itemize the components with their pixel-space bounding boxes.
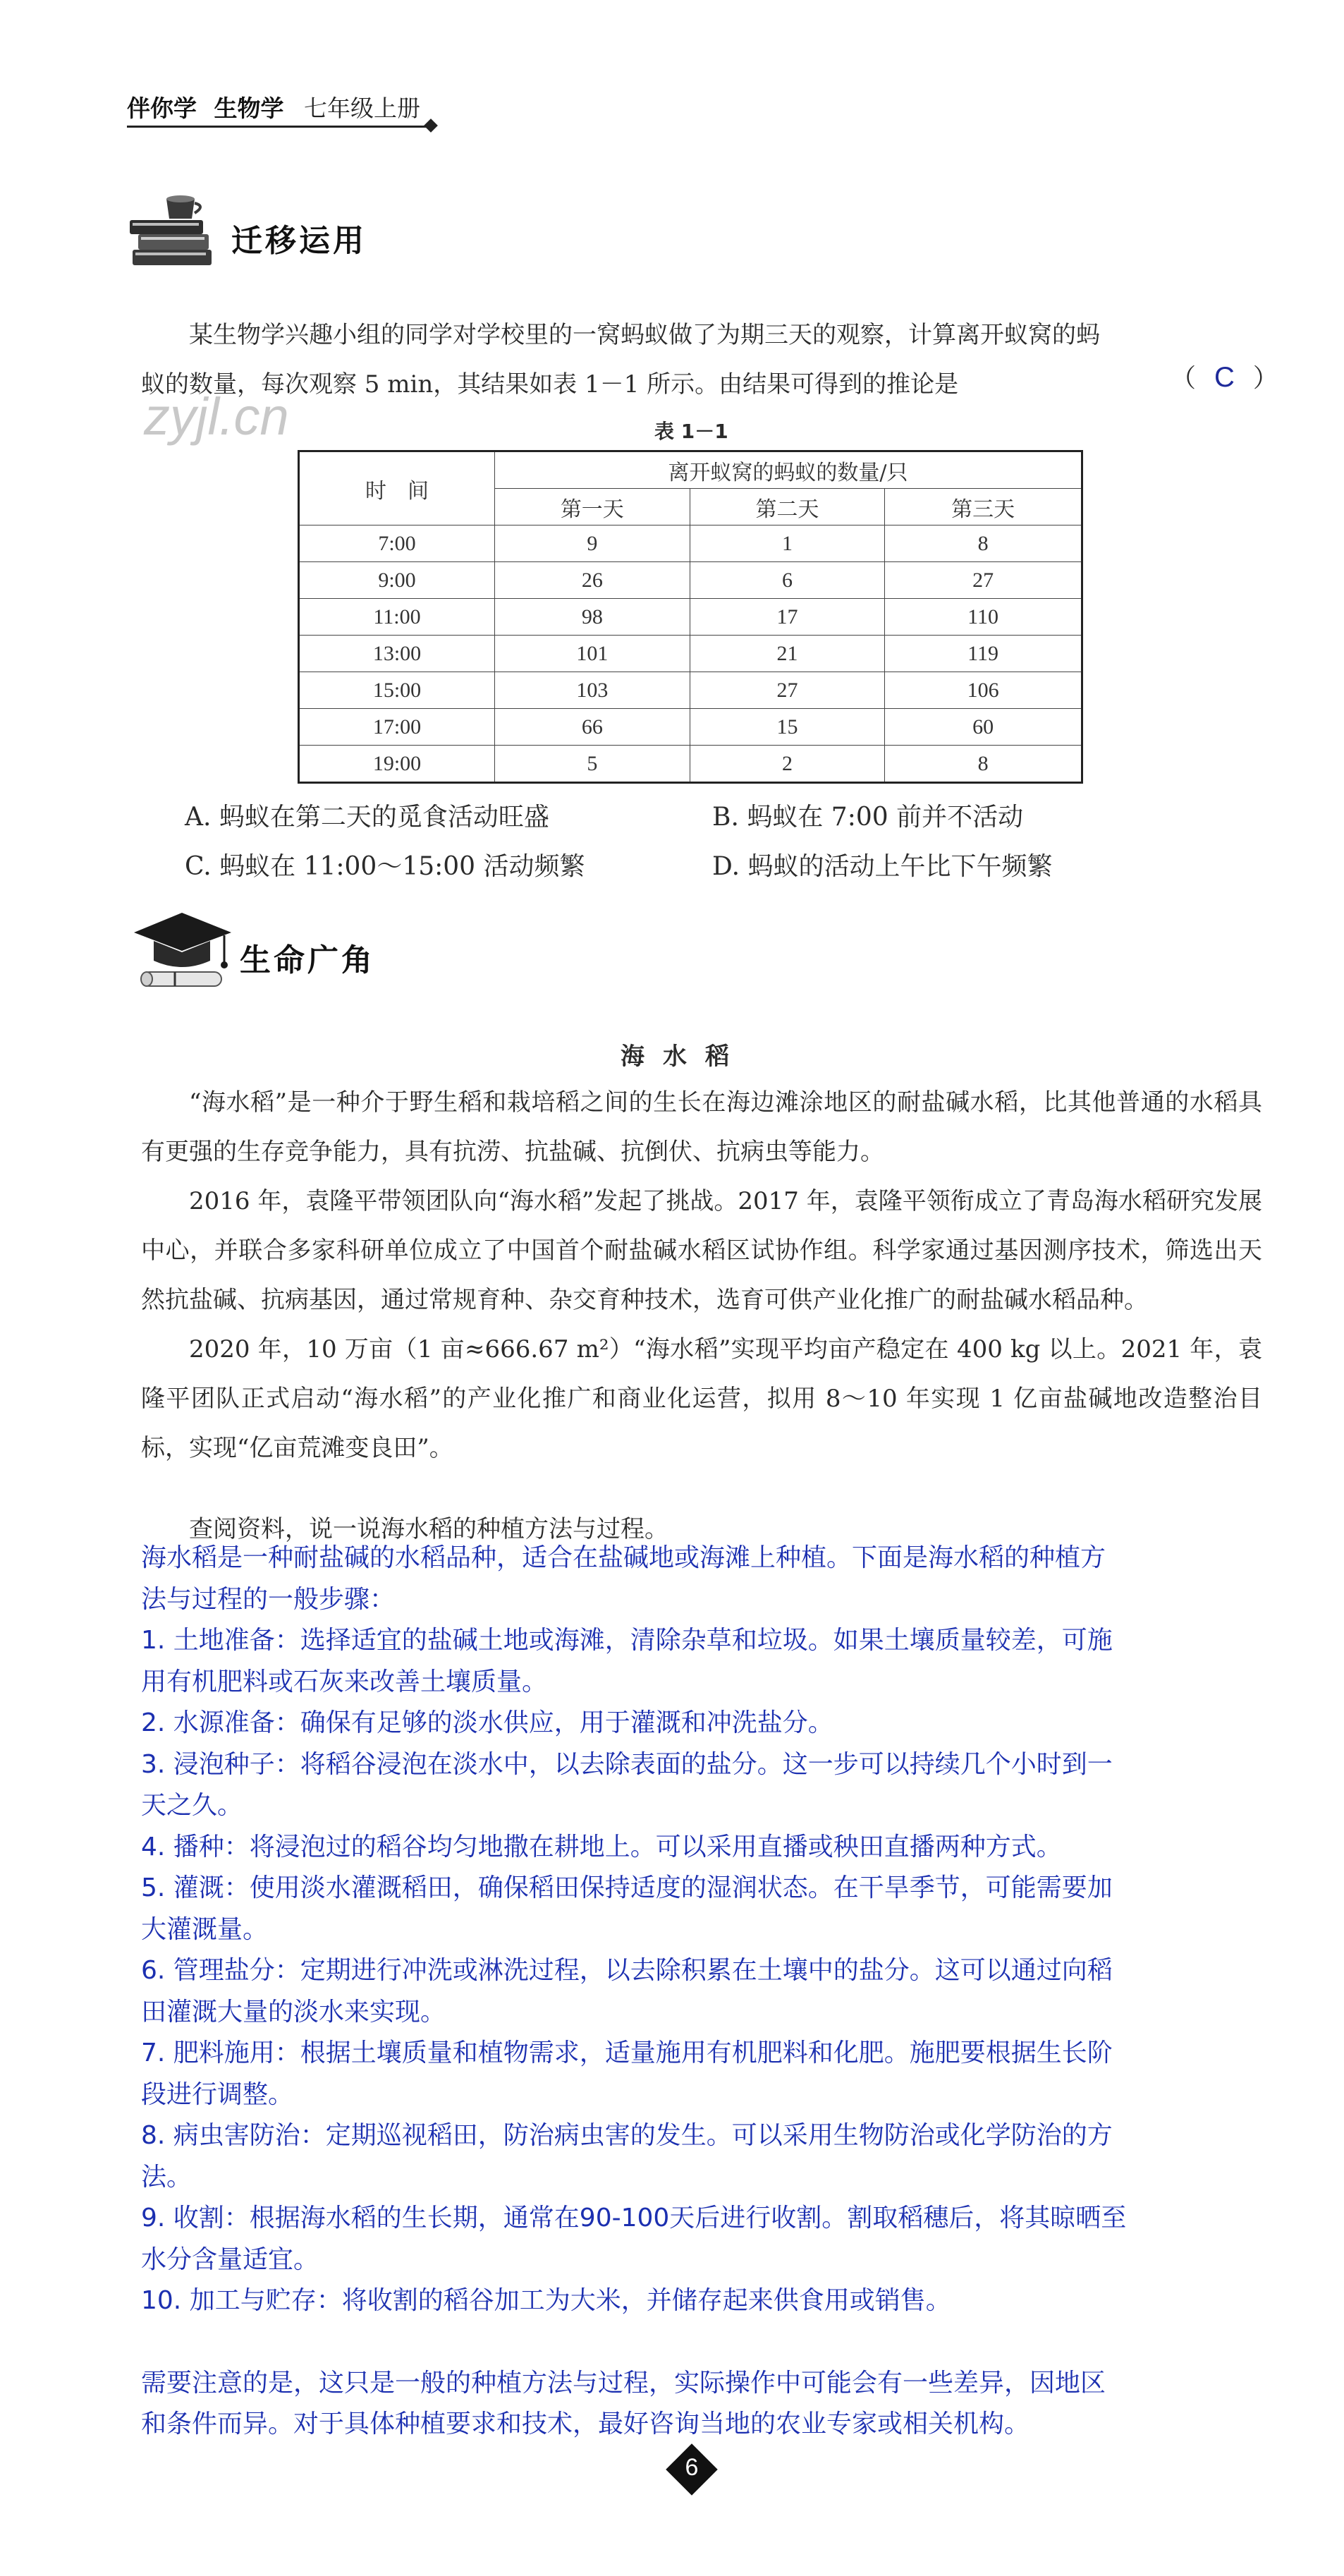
time-cell: 11:00 xyxy=(299,599,495,636)
note-line: 需要注意的是，这只是一般的种植方法与过程，实际操作中可能会有一些差异，因地区 xyxy=(141,2368,1106,2398)
time-cell: 19:00 xyxy=(299,746,495,783)
col-header-time: 时 间 xyxy=(299,451,495,525)
col-header-day: 第三天 xyxy=(885,489,1082,525)
time-cell: 7:00 xyxy=(299,525,495,562)
table-row xyxy=(299,636,1082,672)
answer-line: 大灌溉量。 xyxy=(141,1914,269,1944)
note-line: 和条件而异。对于具体种植要求和技术，最好咨询当地的农业专家或相关机构。 xyxy=(141,2410,1030,2438)
count-cell: 15 xyxy=(690,709,885,746)
page-number: 6 xyxy=(685,2454,699,2481)
answer-line: 2. 水源准备：确保有足够的淡水供应，用于灌溉和冲洗盐分。 xyxy=(141,1708,833,1737)
col-header-group: 离开蚁窝的蚂蚁的数量/只 xyxy=(495,451,1082,489)
table-row xyxy=(299,709,1082,746)
count-cell: 106 xyxy=(885,672,1082,709)
answer-bracket xyxy=(1171,358,1278,394)
ant-observation-table xyxy=(298,450,1083,784)
option-c: C. 蚂蚁在 11:00～15:00 活动频繁 xyxy=(185,852,585,881)
count-cell: 103 xyxy=(495,672,690,709)
table-row xyxy=(299,562,1082,599)
article-paragraph: “海水稻”是一种介于野生稻和栽培稻之间的生长在海边滩涂地区的耐盐碱水稻，比其他普通的水稻具有更强的生存竞争能力，具有抗涝、抗盐碱、抗倒伏、抗病虫等能力。 xyxy=(141,1088,1262,1166)
time-cell: 15:00 xyxy=(299,672,495,709)
count-cell: 27 xyxy=(885,562,1082,599)
answer-line: 法与过程的一般步骤： xyxy=(141,1584,396,1614)
section-title-life: 生命广角 xyxy=(240,942,375,978)
table-row xyxy=(299,672,1082,709)
inquiry-prompt: 查阅资料，说一说海水稻的种植方法与过程。 xyxy=(189,1515,668,1543)
question-line: 某生物学兴趣小组的同学对学校里的一窝蚂蚁做了为期三天的观察，计算离开蚁窝的蚂 xyxy=(189,321,1100,349)
option-d: D. 蚂蚁的活动上午比下午频繁 xyxy=(712,852,1053,881)
selected-answer: C xyxy=(1214,362,1235,393)
answer-line: 6. 管理盐分：定期进行冲洗或淋洗过程，以去除积累在土壤中的盐分。这可以通过向稻 xyxy=(141,1956,1113,1985)
count-cell: 119 xyxy=(885,636,1082,672)
time-cell: 9:00 xyxy=(299,562,495,599)
count-cell: 2 xyxy=(690,746,885,783)
col-header-day: 第二天 xyxy=(690,489,885,525)
count-cell: 17 xyxy=(690,599,885,636)
article-body xyxy=(141,1078,1262,1473)
answer-line: 天之久。 xyxy=(141,1791,243,1820)
answer-line: 水分含量适宜。 xyxy=(141,2244,319,2274)
article-paragraph: 2020 年，10 万亩（1 亩≈666.67 m²）“海水稻”实现平均亩产稳定在 400 kg 以上。2021 年，袁隆平团队正式启动“海水稻”的产业化推广和商业化运营，拟用 8～10 年实现 1 亿亩盐碱地改造整治目标，实现“亿亩荒滩变良田”。 xyxy=(141,1335,1262,1462)
header-diamond-icon xyxy=(424,119,438,133)
count-cell: 60 xyxy=(885,709,1082,746)
time-cell: 17:00 xyxy=(299,709,495,746)
count-cell: 8 xyxy=(885,525,1082,562)
time-cell: 13:00 xyxy=(299,636,495,672)
books-cup-icon xyxy=(126,190,224,275)
grade-label: 七年级上册 xyxy=(304,95,420,122)
count-cell: 5 xyxy=(495,746,690,783)
article-paragraph: 2016 年，袁隆平带领团队向“海水稻”发起了挑战。2017 年，袁隆平领衔成立了青岛海水稻研究发展中心，并联合多家科研单位成立了中国首个耐盐碱水稻区试协作组。科学家通过基因测序技术，筛选出天然抗盐碱、抗病基因，通过常规育种、杂交育种技术，选育可供产业化推广的耐盐碱水稻品种。 xyxy=(141,1187,1262,1314)
bracket-close: ） xyxy=(1252,364,1278,392)
option-b: B. 蚂蚁在 7:00 前并不活动 xyxy=(712,803,1024,832)
table-row xyxy=(299,599,1082,636)
option-a: A. 蚂蚁在第二天的觅食活动旺盛 xyxy=(185,803,549,832)
running-header xyxy=(127,90,420,123)
answer-line: 法。 xyxy=(141,2162,193,2192)
answer-line: 8. 病虫害防治：定期巡视稻田，防治病虫害的发生。可以采用生物防治或化学防治的方 xyxy=(141,2121,1113,2150)
answer-line: 田灌溉大量的淡水来实现。 xyxy=(141,1997,446,2027)
question-text xyxy=(141,310,1259,409)
answer-line: 用有机肥料或石灰来改善土壤质量。 xyxy=(141,1667,548,1696)
answer-line: 4. 播种：将浸泡过的稻谷均匀地撒在耕地上。可以采用直播或秧田直播两种方式。 xyxy=(141,1832,1062,1861)
col-header-day: 第一天 xyxy=(495,489,690,525)
question-line: 蚁的数量，每次观察 5 min，其结果如表 1－1 所示。由结果可得到的推论是 xyxy=(141,370,959,399)
article-title: 海水稻 xyxy=(621,1043,747,1071)
answer-line: 3. 浸泡种子：将稻谷浸泡在淡水中，以去除表面的盐分。这一步可以持续几个小时到一 xyxy=(141,1749,1113,1779)
watermark: zyjl.cn xyxy=(144,387,289,446)
answer-line: 10. 加工与贮存：将收割的稻谷加工为大米，并储存起来供食用或销售。 xyxy=(141,2286,951,2315)
count-cell: 21 xyxy=(690,636,885,672)
series-name: 伴你学 xyxy=(127,95,197,122)
bracket-open: （ xyxy=(1171,364,1197,392)
handwritten-answer xyxy=(141,1538,1262,2446)
count-cell: 27 xyxy=(690,672,885,709)
answer-line: 9. 收割：根据海水稻的生长期，通常在90-100天后进行收割。割取稻穗后，将其晾晒至 xyxy=(141,2204,1127,2232)
subject-name: 生物学 xyxy=(214,95,284,122)
section-title-transfer: 迁移运用 xyxy=(231,223,367,259)
graduation-cap-icon xyxy=(126,904,238,996)
spacer xyxy=(141,2322,1262,2363)
count-cell: 66 xyxy=(495,709,690,746)
count-cell: 6 xyxy=(690,562,885,599)
page-number-badge xyxy=(673,2451,710,2488)
count-cell: 8 xyxy=(885,746,1082,783)
count-cell: 9 xyxy=(495,525,690,562)
answer-line: 段进行调整。 xyxy=(141,2079,294,2109)
count-cell: 110 xyxy=(885,599,1082,636)
table-row xyxy=(299,746,1082,783)
table-caption: 表 1－1 xyxy=(654,420,728,443)
count-cell: 26 xyxy=(495,562,690,599)
answer-line: 海水稻是一种耐盐碱的水稻品种，适合在盐碱地或海滩上种植。下面是海水稻的种植方 xyxy=(141,1543,1106,1572)
answer-line: 7. 肥料施用：根据土壤质量和植物需求，适量施用有机肥料和化肥。施肥要根据生长阶 xyxy=(141,2039,1113,2067)
count-cell: 1 xyxy=(690,525,885,562)
table-row xyxy=(299,525,1082,562)
answer-line: 5. 灌溉：使用淡水灌溉稻田，确保稻田保持适度的湿润状态。在干旱季节，可能需要加 xyxy=(141,1873,1113,1902)
count-cell: 98 xyxy=(495,599,690,636)
header-rule xyxy=(127,126,430,128)
count-cell: 101 xyxy=(495,636,690,672)
answer-line: 1. 土地准备：选择适宜的盐碱土地或海滩，清除杂草和垃圾。如果土壤质量较差，可施 xyxy=(141,1626,1113,1655)
